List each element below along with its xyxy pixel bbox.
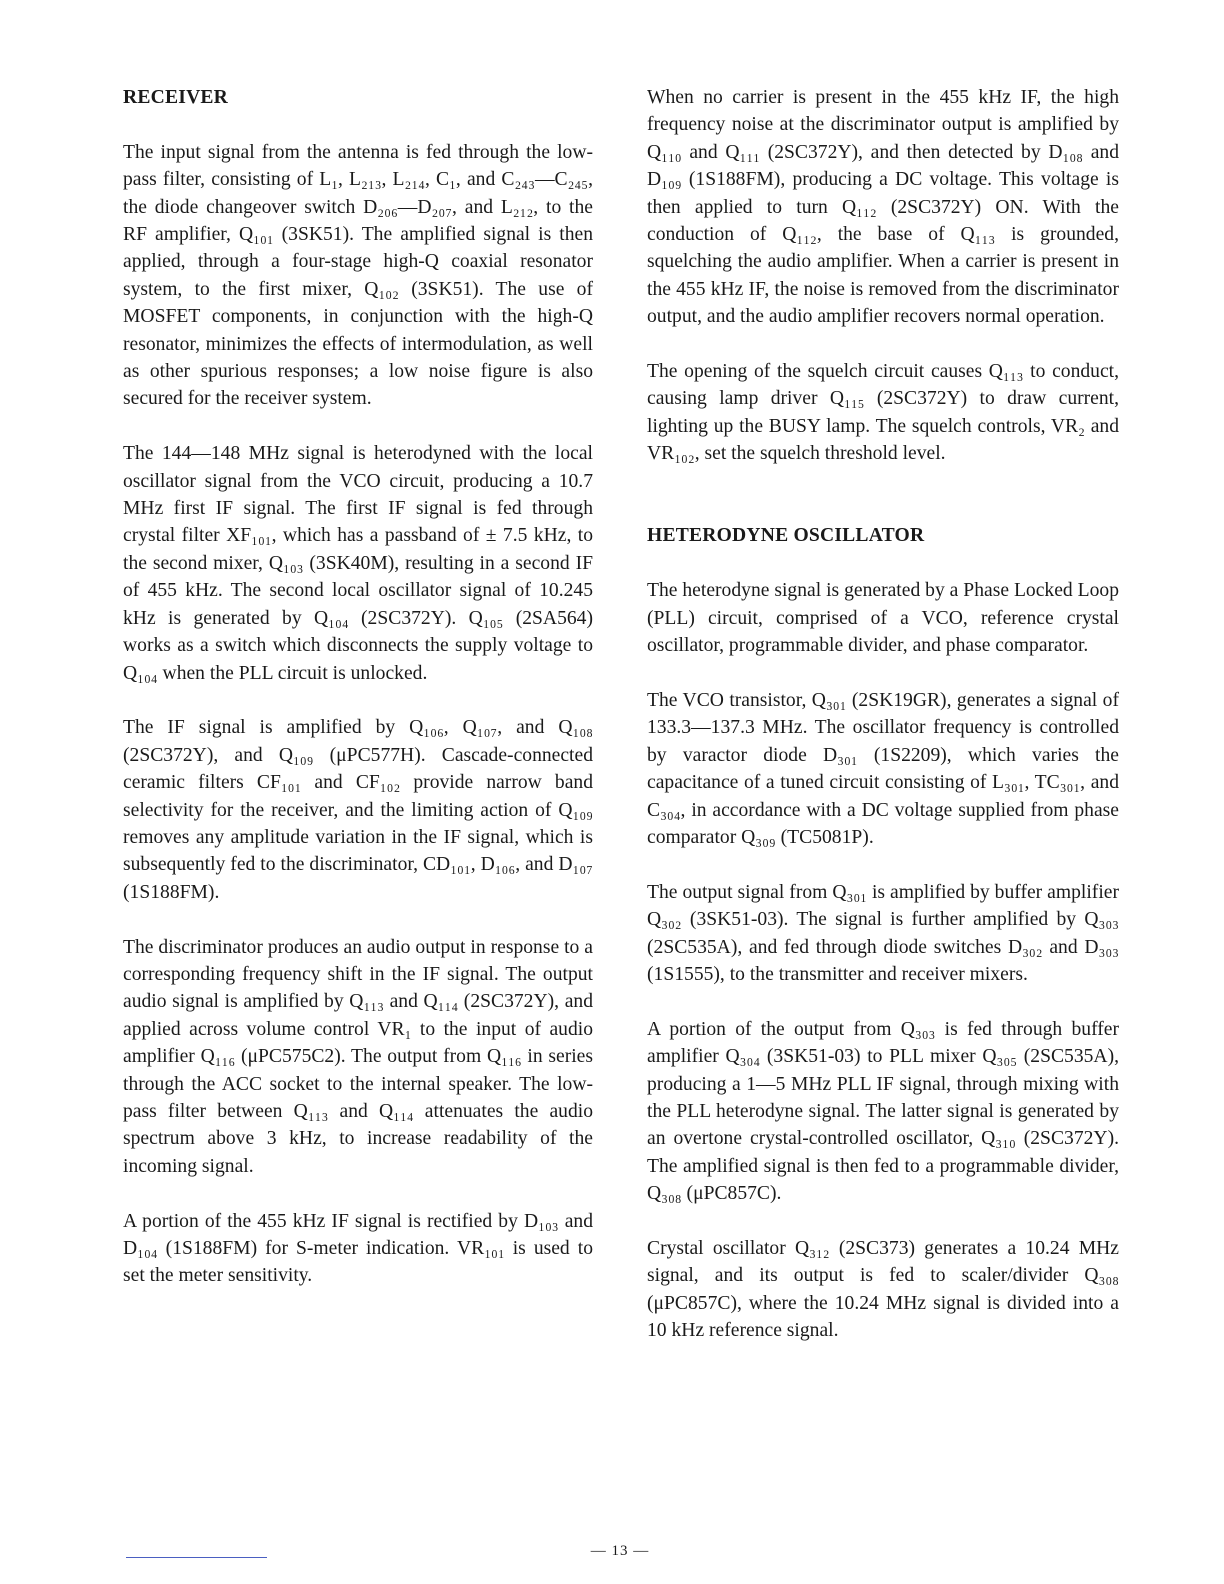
- right-column: [647, 84, 1119, 1345]
- heterodyne-paragraph-5: Crystal oscillator Q₃₁₂ (2SC373) generates a 10.24 MHz signal, and its output is fed to scaler/divider Q₃₀₈ (μPC857C), where the 10.24 MHz signal is divided into a 10 kHz reference signal.: [647, 1237, 1119, 1342]
- receiver-paragraph-2: The 144—148 MHz signal is heterodyned with the local oscillator signal from the VCO circuit, producing a 10.7 MHz first IF signal. The first IF signal is fed through crystal filter XF₁₀₁, which has a passband of ± 7.5 kHz, to the second mixer, Q₁₀₃ (3SK40M), resulting in a second IF of 455 kHz. The second local oscillator signal of 10.245 kHz is generated by Q₁₀₄ (2SC372Y). Q₁₀₅ (2SA564) works as a switch which disconnects the supply voltage to Q₁₀₄ when the PLL circuit is unlocked.: [123, 443, 593, 684]
- footnote-rule: [126, 1557, 267, 1558]
- page-number: — 13 —: [590, 1543, 650, 1559]
- heterodyne-paragraph-4: A portion of the output from Q₃₀₃ is fed through buffer amplifier Q₃₀₄ (3SK51-03) to PLL mixer Q₃₀₅ (2SC535A), producing a 1—5 MHz PLL IF signal, through mixing with the PLL heterodyne signal. The latter signal is generated by an overtone crystal-controlled oscillator, Q₃₁₀ (2SC372Y). The amplified signal is then fed to a programmable divider, Q₃₀₈ (μPC857C).: [647, 1018, 1119, 1205]
- squelch-paragraph-2: The opening of the squelch circuit causes Q₁₁₃ to conduct, causing lamp driver Q₁₁₅ (2SC372Y) to draw current, lighting up the BUSY lamp. The squelch controls, VR₂ and VR₁₀₂, set the squelch threshold level.: [647, 361, 1119, 465]
- heterodyne-paragraph-3: The output signal from Q₃₀₁ is amplified by buffer amplifier Q₃₀₂ (3SK51-03). The signal is further amplified by Q₃₀₃ (2SC535A), and fed through diode switches D₃₀₂ and D₃₀₃ (1S1555), to the transmitter and receiver mixers.: [647, 881, 1119, 985]
- receiver-paragraph-4: The discriminator produces an audio output in response to a corresponding frequency shift in the IF signal. The output audio signal is amplified by Q₁₁₃ and Q₁₁₄ (2SC372Y), and applied across volume control VR₁ to the input of audio amplifier Q₁₁₆ (μPC575C2). The output from Q₁₁₆ in series through the ACC socket to the internal speaker. The low-pass filter between Q₁₁₃ and Q₁₁₄ attenuates the audio spectrum above 3 kHz, to increase readability of the incoming signal.: [123, 936, 593, 1177]
- left-column: [123, 84, 593, 1290]
- heterodyne-paragraph-1: The heterodyne signal is generated by a Phase Locked Loop (PLL) circuit, comprised of a VCO, reference crystal oscillator, programmable divider, and phase comparator.: [647, 580, 1119, 657]
- receiver-paragraph-1: The input signal from the antenna is fed through the low-pass filter, consisting of L₁, L₂₁₃, L₂₁₄, C₁, and C₂₄₃—C₂₄₅, the diode changeover switch D₂₀₆—D₂₀₇, and L₂₁₂, to the RF amplifier, Q₁₀₁ (3SK51). The amplified signal is then applied, through a four-stage high-Q coaxial resonator system, to the first mixer, Q₁₀₂ (3SK51). The use of MOSFET components, in conjunction with the high-Q resonator, minimizes the effects of intermodulation, as well as other spurious responses; a low noise figure is also secured for the receiver system.: [123, 141, 593, 410]
- heterodyne-heading: HETERODYNE OSCILLATOR: [647, 525, 925, 547]
- heterodyne-paragraph-2: The VCO transistor, Q₃₀₁ (2SK19GR), generates a signal of 133.3—137.3 MHz. The oscillator frequency is controlled by varactor diode D₃₀₁ (1S2209), which varies the capacitance of a tuned circuit consisting of L₃₀₁, TC₃₀₁, and C₃₀₄, in accordance with a DC voltage supplied from phase comparator Q₃₀₉ (TC5081P).: [647, 689, 1119, 848]
- squelch-paragraph-1: When no carrier is present in the 455 kHz IF, the high frequency noise at the discriminator output is amplified by Q₁₁₀ and Q₁₁₁ (2SC372Y), and then detected by D₁₀₈ and D₁₀₉ (1S188FM), producing a DC voltage. This voltage is then applied to turn Q₁₁₂ (2SC372Y) ON. With the conduction of Q₁₁₂, the base of Q₁₁₃ is grounded, squelching the audio amplifier. When a carrier is present in the 455 kHz IF, the noise is removed from the discriminator output, and the audio amplifier recovers normal operation.: [647, 87, 1119, 328]
- receiver-heading: RECEIVER: [123, 87, 229, 108]
- receiver-paragraph-5: A portion of the 455 kHz IF signal is rectified by D₁₀₃ and D₁₀₄ (1S188FM) for S-meter indication. VR₁₀₁ is used to set the meter sensitivity.: [123, 1210, 593, 1287]
- receiver-paragraph-3: The IF signal is amplified by Q₁₀₆, Q₁₀₇, and Q₁₀₈ (2SC372Y), and Q₁₀₉ (μPC577H). Cascade-connected ceramic filters CF₁₀₁ and CF₁₀₂ provide narrow band selectivity for the receiver, and the limiting action of Q₁₀₉ removes any amplitude variation in the IF signal, which is subsequently fed to the discriminator, CD₁₀₁, D₁₀₆, and D₁₀₇ (1S188FM).: [123, 717, 593, 903]
